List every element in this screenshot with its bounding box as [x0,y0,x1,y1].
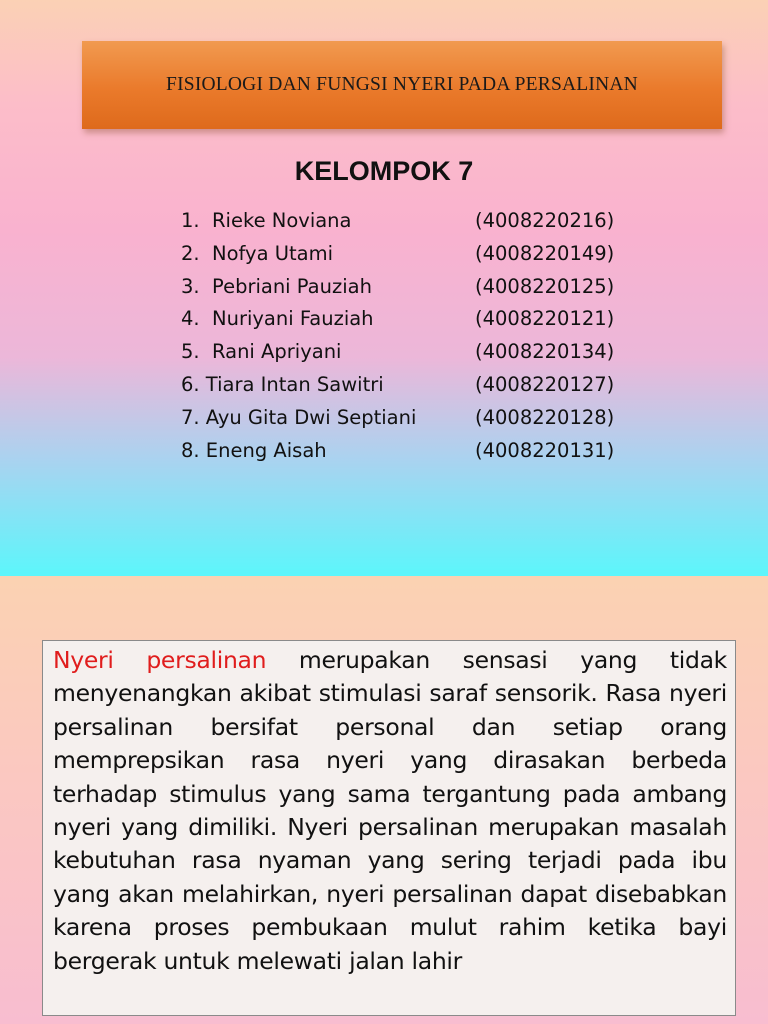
content-text-box [42,640,736,1016]
member-list [181,205,641,467]
member-name: 2. Nofya Utami [181,241,334,265]
member-row [181,205,641,238]
member-row [181,435,641,468]
member-name: 7. Ayu Gita Dwi Septiani [181,405,417,429]
presentation-title: FISIOLOGI DAN FUNGSI NYERI PADA PERSALINAN [166,74,638,95]
member-row [181,336,641,369]
member-nim: (4008220131) [475,438,615,462]
body-paragraph [53,644,727,978]
member-row [181,402,641,435]
member-nim: (4008220121) [475,307,615,331]
member-row [181,369,641,402]
member-nim: (4008220134) [475,340,615,364]
member-name: 3. Pebriani Pauziah [181,274,372,298]
title-banner [82,41,722,129]
member-name: 4. Nuriyani Fauziah [181,307,374,331]
member-nim: (4008220216) [475,209,615,232]
member-row [181,303,641,336]
slide-content [0,576,768,1024]
member-row [181,271,641,304]
member-nim: (4008220125) [475,274,615,298]
highlight-term: Nyeri persalinan [53,646,267,674]
member-name: 1. Rieke Noviana [181,209,352,232]
member-nim: (4008220127) [475,372,615,396]
body-text: merupakan sensasi yang tidak menyenangkan akibat stimulasi saraf sensorik. Rasa nyeri persalinan bersifat personal dan setiap orang memprepsikan rasa nyeri yang dirasakan berbeda terhadap stimulus yang sama tergantung pada ambang nyeri yang dimiliki. Nyeri persalinan merupakan masalah kebutuhan rasa nyaman yang sering terjadi pada ibu yang akan melahirkan, nyeri persalinan dapat disebabkan karena proses pembukaan mulut rahim ketika bayi bergerak untuk melewati jalan lahir [53,646,727,975]
member-row [181,238,641,271]
member-name: 6. Tiara Intan Sawitri [181,372,384,396]
member-nim: (4008220128) [475,405,615,429]
member-name: 8. Eneng Aisah [181,438,327,462]
member-name: 5. Rani Apriyani [181,340,342,364]
member-nim: (4008220149) [475,241,615,265]
group-heading: KELOMPOK 7 [294,156,474,186]
